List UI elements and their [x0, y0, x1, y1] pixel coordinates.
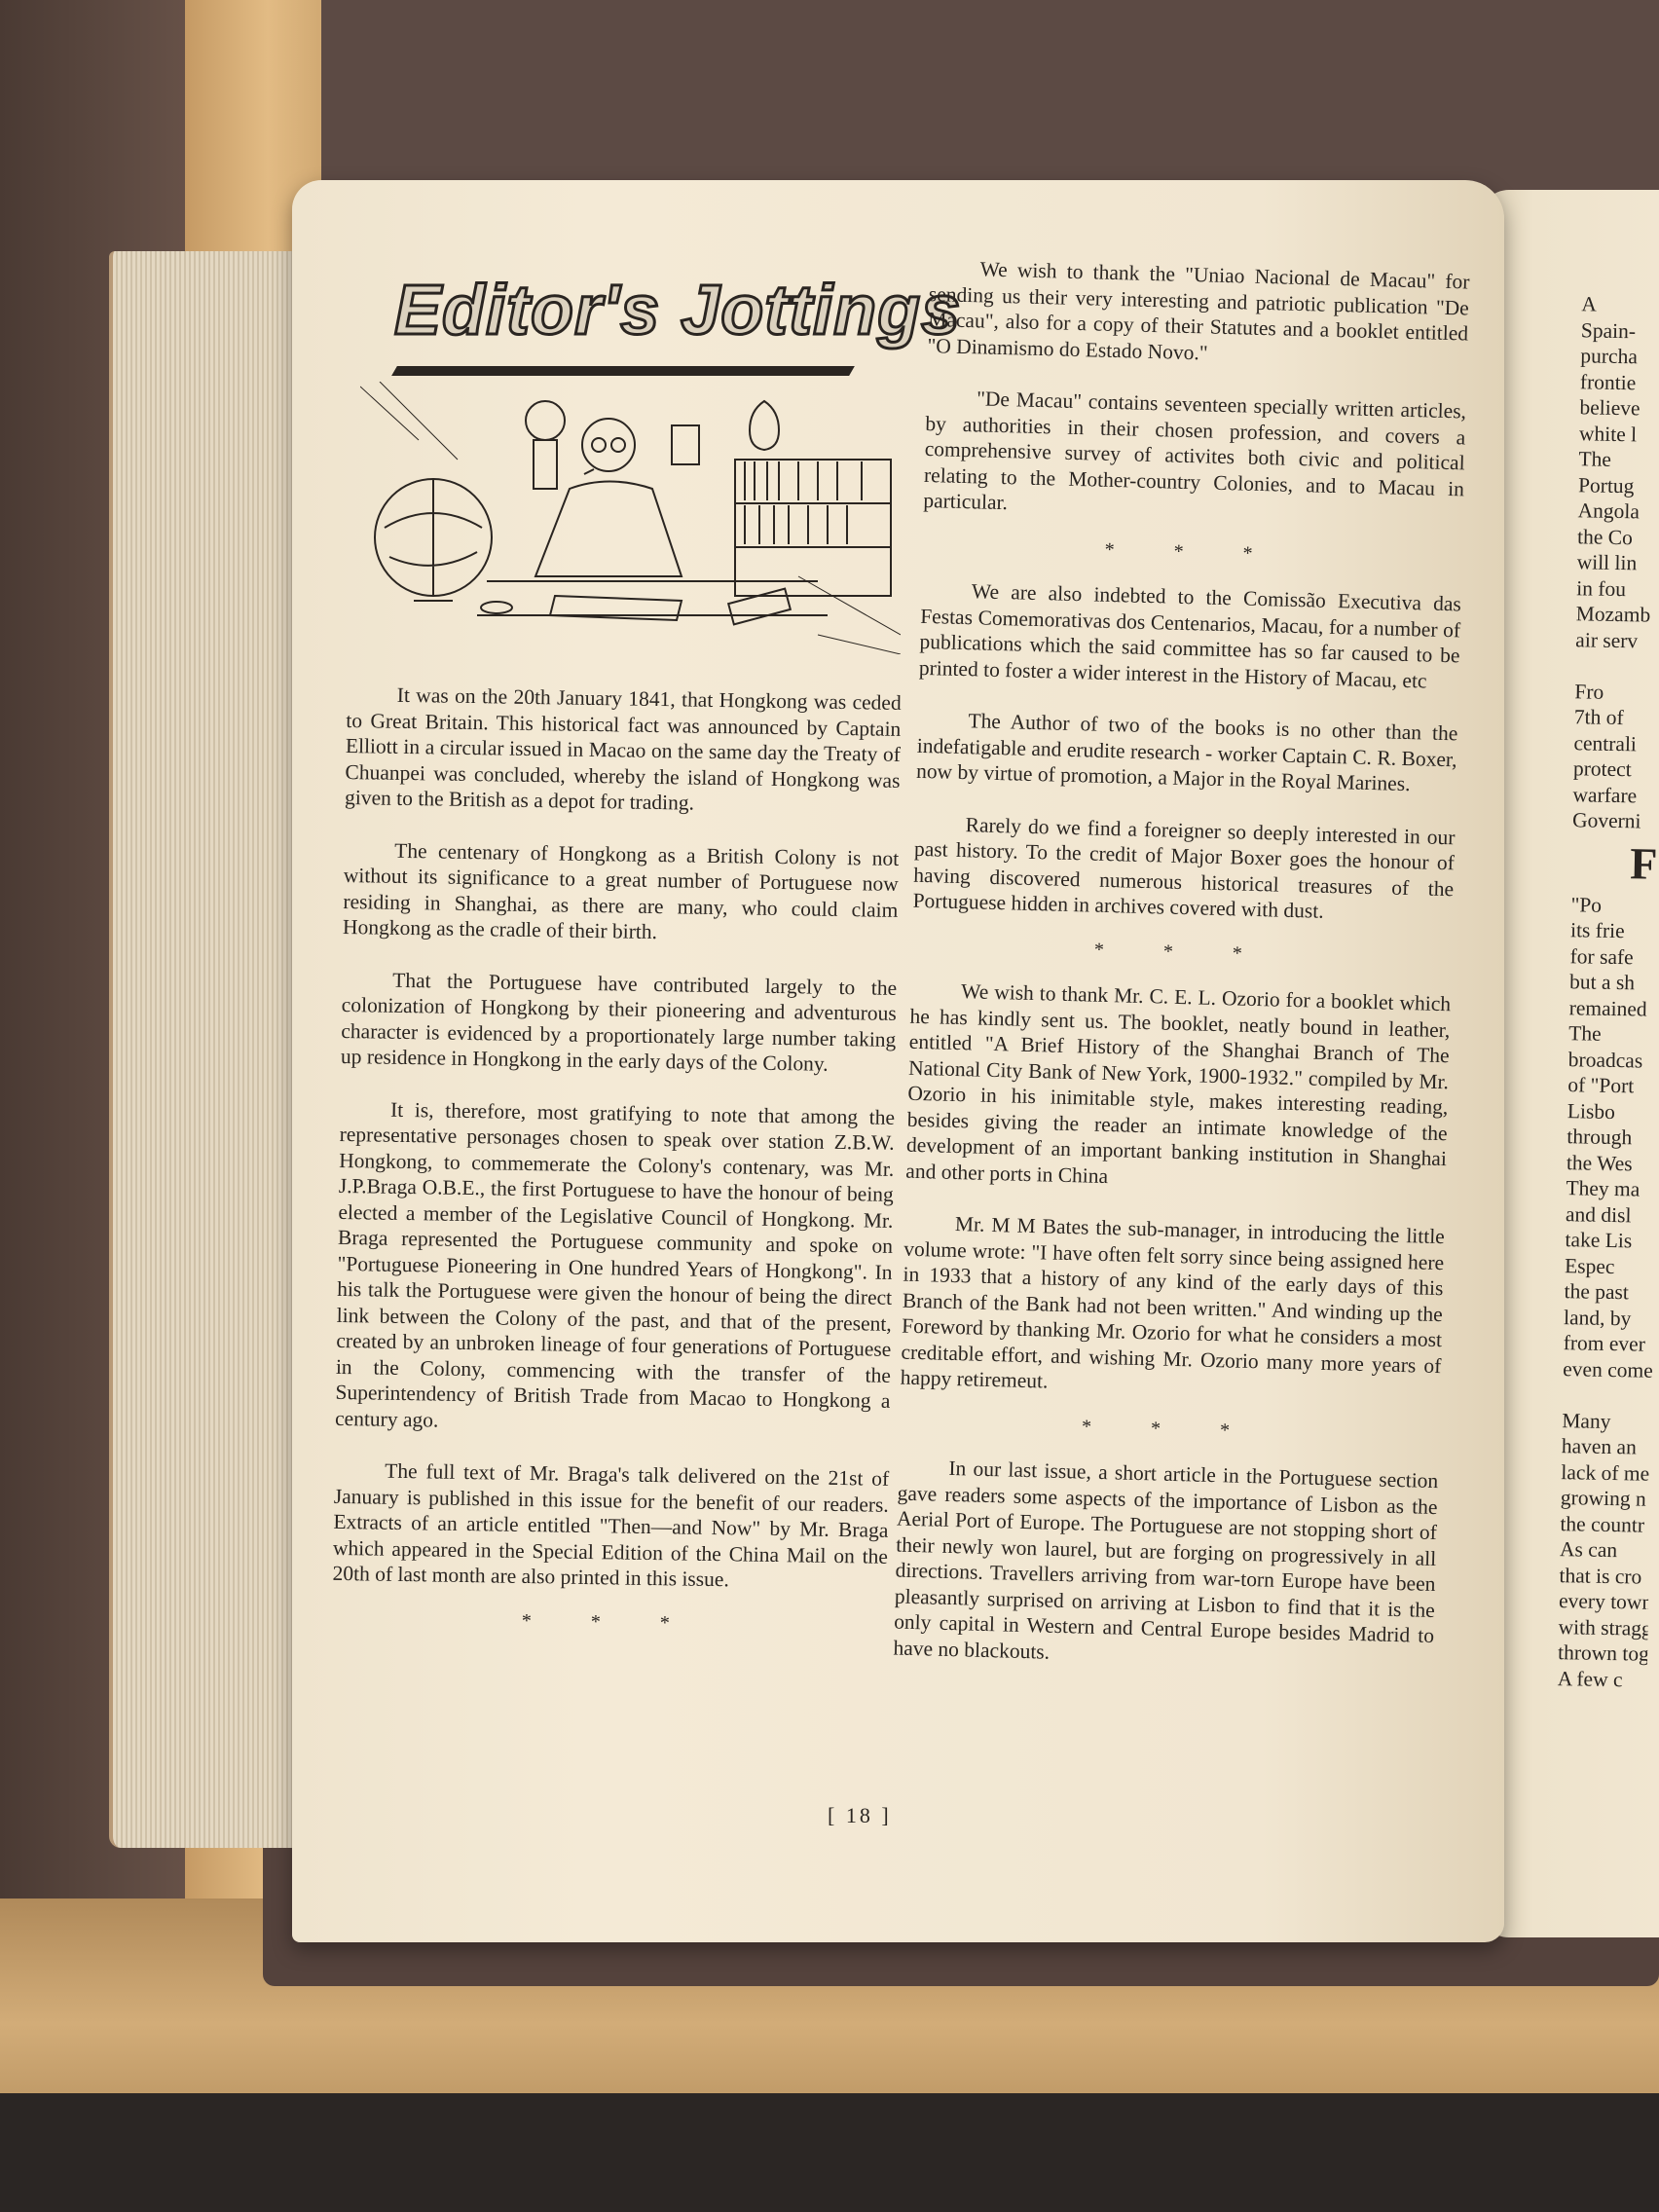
- next-page-line: The: [1568, 1021, 1602, 1046]
- next-page-line: purcha: [1580, 344, 1639, 369]
- next-page-line: Fro: [1574, 679, 1604, 704]
- next-page-line: air serv: [1575, 627, 1639, 652]
- next-page-line: its frie: [1569, 918, 1625, 943]
- leather-background: [321, 0, 1659, 195]
- next-page-line: every town: [1558, 1589, 1653, 1614]
- section-separator: * * *: [521, 1609, 698, 1635]
- next-page-line: with straggl: [1558, 1614, 1658, 1641]
- next-page-line: land, by: [1563, 1305, 1632, 1330]
- left-column: [331, 682, 902, 1659]
- book-on-desk: [728, 589, 791, 625]
- floor-shadow: [0, 2093, 1659, 2212]
- next-page-line: A few c: [1557, 1666, 1623, 1691]
- paragraph: It was on the 20th January 1841, that Hongkong was ceded to Great Britain. This historical fact was announced by Captain Elliott in a circular issued in Macao on the same day the Treaty of Chuanpei was concluded, whereby the island of Hongkong was given to the British as a depot for trading.: [344, 682, 902, 815]
- paragraph: Mr. M M Bates the sub-manager, in introducing the little volume wrote: "I have often felt sorry since being assigned here in 1933 that a history of any kind of the early days of this Branch of the Bank had not been written." And winding up the Foreword by thanking Mr. Ozorio for what he considers a most creditable effort, and wishing Mr. Ozorio many more years of happy retiremeut.: [900, 1212, 1446, 1393]
- next-page-line: 7th of: [1573, 705, 1624, 730]
- paragraph: The Author of two of the books is no other than the indefatigable and erudite research - worker Captain C. R. Boxer, now by virtue of promotion, a Major in the Royal Marines.: [915, 709, 1458, 796]
- paragraph: The centenary of Hongkong as a British Colony is not without its significance to a great number of Portuguese now residing in Shanghai, as there are many, who could claim Hongkong as the cradle of their birth.: [342, 838, 900, 944]
- next-page-line: protect: [1572, 756, 1632, 782]
- next-page-line: F: [1629, 837, 1658, 889]
- next-page-line: through: [1567, 1124, 1633, 1150]
- right-column: [892, 255, 1469, 1701]
- paragraph: The full text of Mr. Braga's talk delivered on the 21st of January is published in this issue for the benefit of our readers. Extracts of an article entitled "Then—and Now" by Mr. Braga which appeared in the Special Edition of the China Mail on the 20th of last month are also printed in this issue.: [332, 1458, 890, 1592]
- heading-underline: [391, 366, 855, 376]
- paragraph: We wish to thank Mr. C. E. L. Ozorio for a booklet which he has kindly sent us. The booklet, neatly bound in leather, entitled "A Brief History of the Shanghai Branch of The National City Bank of New York, 1900-1932." compiled by Mr. Ozorio in his inimitable style, makes interesting reading, besides giving the reader an intimate knowledge of the development of an important banking institution in Shanghai and other ports in China: [905, 979, 1452, 1188]
- next-page-line: that is cro: [1559, 1563, 1642, 1589]
- next-page-line: take Lis: [1565, 1228, 1633, 1253]
- section-separator: * * *: [1081, 1416, 1258, 1442]
- next-page-line: thrown toge: [1557, 1641, 1659, 1666]
- next-page-line: in fou: [1576, 575, 1627, 601]
- next-page-line: the Wes: [1566, 1150, 1633, 1175]
- editors-jottings-heading: [394, 271, 962, 378]
- next-page-line: A: [1581, 292, 1598, 316]
- next-page-line: Mozamb: [1575, 602, 1651, 627]
- next-page-line: even come: [1563, 1356, 1653, 1382]
- editor-cartoon-illustration: [360, 382, 901, 654]
- next-page-line: growing n: [1560, 1486, 1646, 1511]
- papers-on-desk: [550, 596, 682, 620]
- next-page-line: from ever: [1563, 1331, 1646, 1356]
- next-page-line: Angola: [1577, 498, 1641, 524]
- next-page-line: for safe: [1569, 943, 1634, 969]
- editor-head: [582, 419, 635, 471]
- next-page-line: broadcas: [1567, 1047, 1643, 1073]
- next-page-line: the past: [1564, 1279, 1630, 1305]
- next-page-line: Spain-: [1580, 317, 1637, 343]
- paragraph: We are also indebted to the Comissão Executiva das Festas Comemorativas dos Centenarios, Macau, for a number of publications which the said committee has so far caused to be printed to foster a wider interest in the History of Macau, etc: [918, 579, 1462, 693]
- book-page-edges: [109, 251, 308, 1848]
- next-page-line: the Co: [1576, 524, 1634, 549]
- picture-frame-icon: [672, 425, 699, 464]
- next-page-line: of "Port: [1567, 1073, 1635, 1098]
- next-page-line: lack of me: [1561, 1459, 1650, 1486]
- next-page-line: but a sh: [1568, 970, 1636, 995]
- next-page-line: Many: [1562, 1408, 1611, 1433]
- next-page-line: Portug: [1577, 472, 1635, 498]
- next-page-line: As can: [1559, 1537, 1618, 1563]
- next-page-line: remained: [1568, 995, 1647, 1021]
- next-page-line: [1575, 652, 1659, 680]
- paragraph: It is, therefore, most gratifying to note that among the representative personages chosen to speak over station Z.B.W. Hongkong, to commemerate the Colony's contenary, was Mr. J.P.Braga O.B.E., the first Portuguese to have the honour of being elected a member of the Legislative Council of Hongkong. Mr. Braga represented the Portuguese community and spoke on "Portuguese Pioneering in One hundred Years of Hongkong". In his talk the Portuguese were given the honour of being the direct link between the Colony of the past, and that of the present, created by an unbroken lineage of four generations of Portuguese in the Colony, commencing with the transfer of the Superintendency of British Trade from Macao to Hongkong a century ago.: [334, 1097, 896, 1432]
- next-page-line: centrali: [1573, 730, 1638, 756]
- paragraph: "De Macau" contains seventeen specially written articles, by authorities in their chosen profession, and covers a comprehensive survey of activites both civic and political relating to the Mother-country Colonies, and to Macau in particular.: [923, 387, 1467, 515]
- page-number: [ 18 ]: [828, 1803, 892, 1827]
- next-page-line: believe: [1579, 395, 1641, 421]
- heading-title: Editor's Jottings: [394, 272, 962, 350]
- paragraph: That the Portuguese have contributed largely to the colonization of Hongkong by their pioneering and adventurous character is evidenced by a proportionately large number taking up residence in Hongkong in the early days of the Colony.: [340, 968, 898, 1076]
- next-page-line: Governi: [1571, 808, 1641, 833]
- next-page-line: warfare: [1572, 782, 1638, 807]
- next-page-line: Espec: [1564, 1253, 1615, 1278]
- next-page-line: [1563, 1382, 1652, 1409]
- section-separator: * * *: [1104, 538, 1280, 566]
- vase-icon: [750, 401, 779, 450]
- next-page-line: and disl: [1565, 1201, 1632, 1227]
- next-page-line: frontie: [1579, 369, 1637, 394]
- editor-body: [535, 482, 682, 577]
- next-page-line: They ma: [1566, 1176, 1641, 1201]
- next-page-line: white l: [1578, 421, 1638, 446]
- paragraph: We wish to thank the "Uniao Nacional de Macau" for sending us their very interesting and patriotic publication "De Macau", also for a copy of their Statutes and a booklet entitled "O Dinamismo do Estado Novo.": [927, 257, 1470, 365]
- next-page-line: "Po: [1570, 892, 1603, 917]
- wall-clock-icon: [526, 401, 565, 440]
- next-page-line: haven an: [1561, 1434, 1638, 1459]
- paragraph: Rarely do we find a foreigner so deeply interested in our past history. To the credit of Major Boxer goes the honour of having discovered numerous historical treasures of the Portuguese hidden in archives covered with dust.: [912, 812, 1456, 923]
- inkwell: [481, 602, 512, 613]
- paragraph: In our last issue, a short article in the Portuguese section gave readers some aspects of the importance of Lisbon as the Aerial Port of Europe. The Portuguese are not stopping short of their newly won laurel, but are forging on progressively in all directions. Travellers arriving from war-torn Europe have been pleasantly surprised on arriving at Lisbon to find that it is the only capital in Western and Central Europe besides Madrid to have no blackouts.: [893, 1456, 1439, 1664]
- next-page-line: Lisbo: [1567, 1098, 1616, 1124]
- next-page-line: will lin: [1576, 550, 1638, 575]
- next-page-line: the countr: [1560, 1511, 1645, 1537]
- section-separator: * * *: [1093, 939, 1271, 965]
- next-page-line: The: [1578, 447, 1612, 471]
